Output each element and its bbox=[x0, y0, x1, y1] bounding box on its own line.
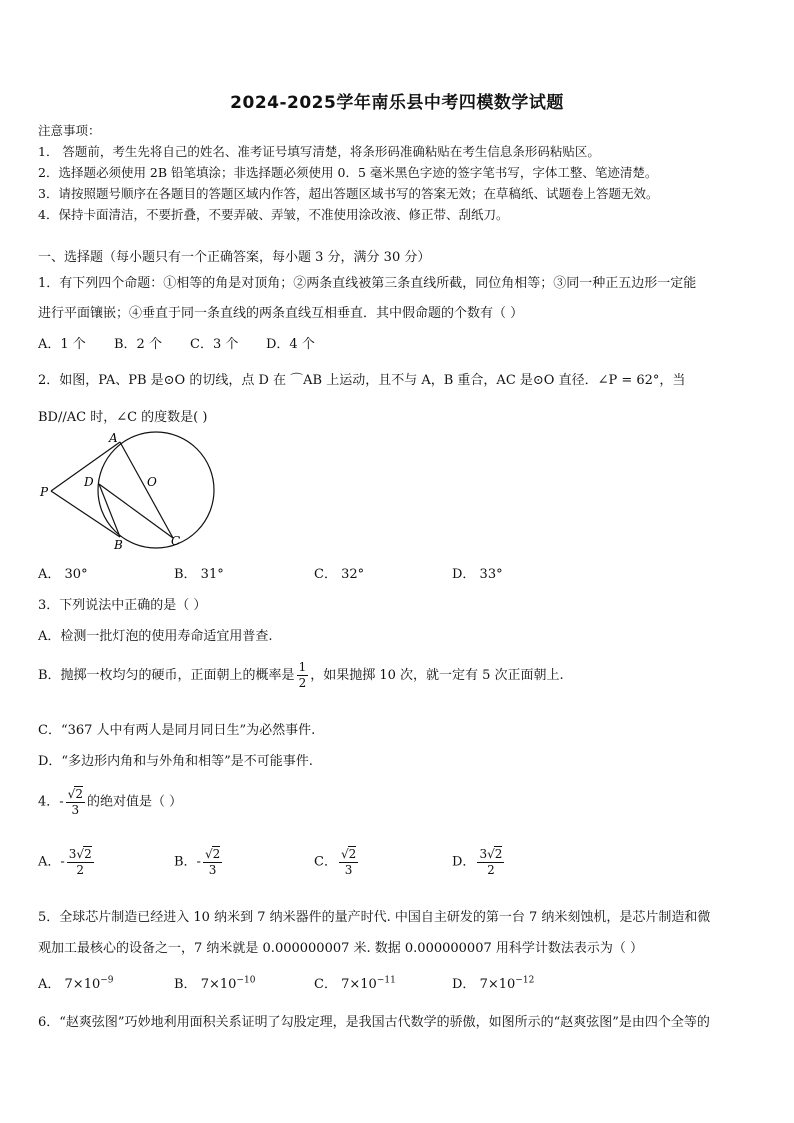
option-fraction bbox=[339, 846, 358, 878]
option-numerator: √2 bbox=[204, 847, 221, 861]
option-exponent: −10 bbox=[236, 975, 256, 986]
radicand: 2 bbox=[75, 787, 83, 801]
q3-option-b bbox=[38, 660, 564, 691]
q4-prefix: 4．- bbox=[38, 794, 64, 810]
option-denominator: 3 bbox=[344, 863, 353, 877]
circle-o bbox=[98, 432, 214, 548]
option-exponent: −12 bbox=[515, 975, 535, 986]
q4-stem bbox=[38, 786, 182, 818]
q2-option-d: D． 33° bbox=[452, 567, 503, 582]
option-label: D． bbox=[452, 977, 476, 992]
q1-option-d: D．4 个 bbox=[266, 337, 315, 352]
q4-option-a bbox=[38, 846, 96, 878]
option-label: A．- bbox=[38, 854, 65, 870]
section-heading: 一、选择题（每小题只有一个正确答案，每小题 3 分，满分 30 分） bbox=[38, 250, 431, 265]
q1-stem-line1: 1．有下列四个命题：①相等的角是对顶角；②两条直线被第三条直线所截，同位角相等；③同一种正五边形一定能 bbox=[38, 276, 697, 291]
fraction-half bbox=[297, 660, 309, 691]
option-base: 7×10 bbox=[64, 977, 101, 992]
option-label: B．- bbox=[174, 854, 201, 870]
radicand: 2 bbox=[348, 847, 357, 861]
diameter-ac bbox=[120, 442, 173, 538]
q2-option-c: C． 32° bbox=[314, 567, 365, 582]
notice-item: 2．选择题必须使用 2B 铅笔填涂；非选择题必须使用 0．5 毫米黑色字迹的签字笔书写，字体工整、笔迹清楚。 bbox=[38, 165, 658, 180]
q1-stem-line2: 进行平面镶嵌；④垂直于同一条直线的两条直线互相垂直．其中假命题的个数有（ ） bbox=[38, 306, 524, 321]
q4-denominator: 3 bbox=[71, 803, 80, 817]
notice-item: 1． 答题前，考生先将自己的姓名、准考证号填写清楚，将条形码准确粘贴在考生信息条形码粘贴区。 bbox=[38, 144, 600, 159]
option-denominator: 2 bbox=[487, 863, 495, 877]
q5-option-b bbox=[174, 973, 255, 992]
q1-option-c: C．3 个 bbox=[190, 337, 239, 352]
q3-option-b-tail: ，如果抛掷 10 次，就一定有 5 次正面朝上. bbox=[310, 668, 564, 683]
q5-option-d bbox=[452, 973, 534, 992]
q1-option-b: B．2 个 bbox=[114, 337, 162, 352]
label-b: B bbox=[114, 538, 123, 552]
q4-numerator: √2 bbox=[67, 787, 83, 801]
option-base: 7×10 bbox=[200, 977, 237, 992]
option-label: A． bbox=[38, 977, 61, 992]
label-c: C bbox=[171, 534, 181, 548]
option-denominator: 2 bbox=[76, 863, 85, 877]
q4-option-d bbox=[452, 846, 506, 878]
q2-stem-line2: BD//AC 时，∠C 的度数是( ) bbox=[38, 410, 208, 425]
q2-option-b: B． 31° bbox=[174, 567, 224, 582]
radicand: 2 bbox=[84, 847, 92, 861]
q4-option-b bbox=[174, 846, 224, 878]
option-numerator: √2 bbox=[340, 847, 357, 861]
q2-circle-figure bbox=[36, 428, 236, 553]
coefficient: 3 bbox=[68, 847, 77, 861]
q4-suffix: 的绝对值是（ ） bbox=[86, 794, 183, 810]
option-fraction bbox=[477, 846, 504, 878]
option-base: 7×10 bbox=[341, 977, 377, 992]
notice-item: 3．请按照题号顺序在各题目的答题区域内作答，超出答题区域书写的答案无效；在草稿纸、试题卷上答题无效。 bbox=[38, 186, 659, 201]
option-fraction bbox=[203, 846, 222, 878]
option-label: C． bbox=[314, 854, 337, 870]
q3-option-a: A．检测一批灯泡的使用寿命适宜用普查. bbox=[38, 629, 273, 644]
coefficient: 3 bbox=[479, 847, 488, 861]
option-label: B． bbox=[174, 977, 197, 992]
label-o: O bbox=[147, 475, 157, 489]
q2-option-a: A． 30° bbox=[38, 567, 88, 582]
option-denominator: 3 bbox=[208, 863, 217, 877]
q5-option-c bbox=[314, 973, 396, 992]
label-p: P bbox=[40, 485, 49, 499]
q5-option-a bbox=[38, 973, 114, 992]
option-exponent: −9 bbox=[100, 975, 114, 986]
q6-stem-line1: 6．“赵爽弦图”巧妙地利用面积关系证明了勾股定理，是我国古代数学的骄傲，如图所示的“赵爽弦图”是由四个全等的 bbox=[38, 1015, 710, 1030]
option-exponent: −11 bbox=[376, 975, 396, 986]
tangent-pb bbox=[51, 491, 120, 537]
notice-heading: 注意事项： bbox=[38, 123, 101, 138]
radicand: 2 bbox=[494, 847, 503, 861]
notice-item: 4．保持卡面清洁，不要折叠，不要弄破、弄皱，不准使用涂改液、修正带、刮纸刀。 bbox=[38, 207, 509, 222]
label-a: A bbox=[109, 431, 118, 445]
q5-stem-line2: 观加工最核心的设备之一，7 纳米就是 0.000000007 米. 数据 0.000000007 用科学计数法表示为（ ） bbox=[38, 941, 644, 956]
option-fraction bbox=[67, 846, 94, 878]
q4-option-c bbox=[314, 846, 360, 878]
fraction-numerator: 1 bbox=[298, 660, 307, 674]
q1-option-a: A．1 个 bbox=[38, 337, 86, 352]
q3-option-c: C．“367 人中有两人是同月同日生”为必然事件. bbox=[38, 723, 316, 738]
option-label: C． bbox=[314, 977, 337, 992]
q3-option-b-text: B．抛掷一枚均匀的硬币，正面朝上的概率是 bbox=[38, 668, 295, 683]
q3-stem: 3．下列说法中正确的是（ ） bbox=[38, 598, 207, 613]
q4-fraction bbox=[66, 786, 85, 818]
option-numerator: 3√2 bbox=[479, 847, 503, 861]
page-title: 2024-2025学年南乐县中考四模数学试题 bbox=[230, 93, 564, 113]
option-base: 7×10 bbox=[479, 977, 516, 992]
radicand: 2 bbox=[212, 847, 221, 861]
q2-stem-line1: 2．如图，PA、PB 是⊙O 的切线，点 D 在 ⌒AB 上运动，且不与 A，B 重合，AC 是⊙O 直径．∠P = 62°，当 bbox=[38, 373, 686, 388]
q3-option-d: D．“多边形内角和与外角和相等”是不可能事件. bbox=[38, 754, 313, 769]
fraction-denominator: 2 bbox=[298, 676, 307, 690]
label-d: D bbox=[84, 475, 94, 489]
q5-stem-line1: 5．全球芯片制造已经进入 10 纳米到 7 纳米器件的量产时代. 中国自主研发的第一台 7 纳米刻蚀机，是芯片制造和微 bbox=[38, 910, 711, 925]
option-label: D． bbox=[452, 854, 476, 870]
option-numerator: 3√2 bbox=[68, 847, 92, 861]
